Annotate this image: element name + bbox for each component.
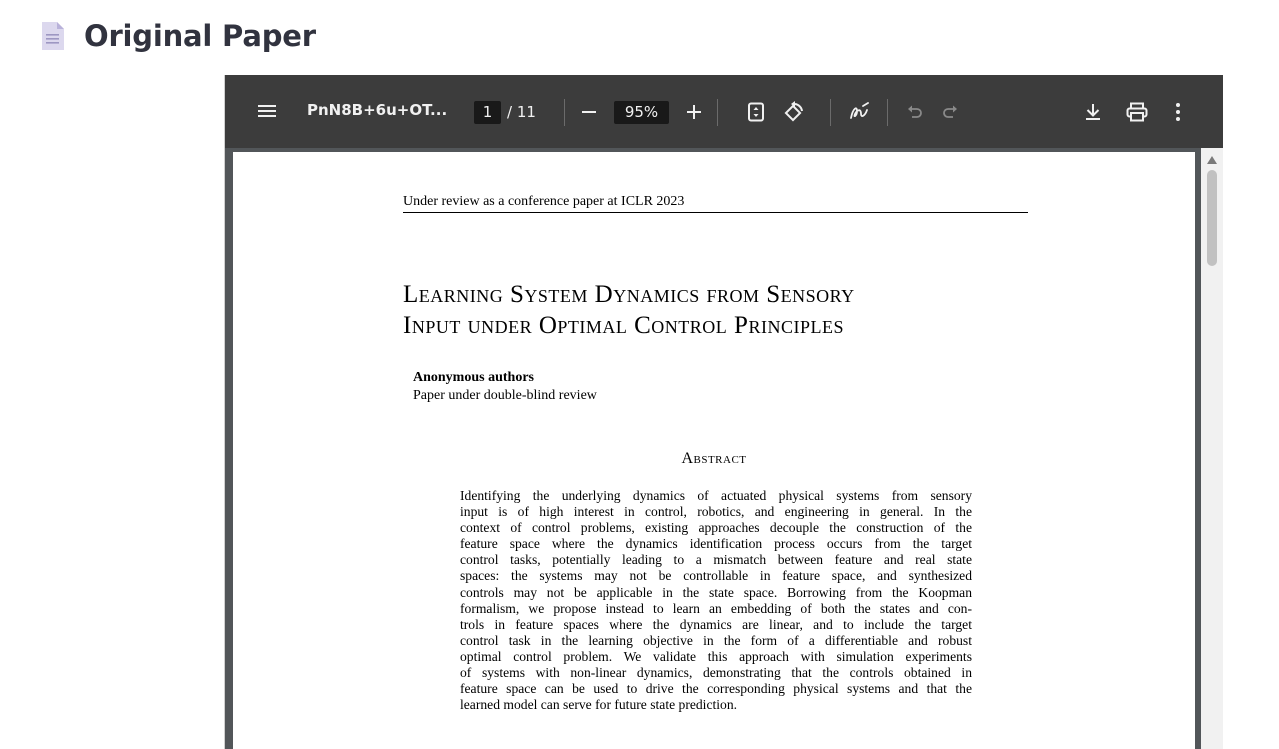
abstract-line: feature space can be used to drive the corresponding physical systems and that the <box>460 681 972 697</box>
page-header <box>40 14 316 58</box>
title-text: Learning System Dynamics from Sensory <box>403 281 855 308</box>
abstract-line: trols in feature spaces where the dynamics are linear, and to include the target <box>460 616 972 632</box>
abstract-line: input is of high interest in control, robotics, and engineering in general. In the <box>460 504 972 520</box>
print-icon[interactable] <box>1126 102 1148 122</box>
redo-icon[interactable] <box>941 104 959 120</box>
toolbar-divider <box>830 99 831 126</box>
more-vertical-icon[interactable] <box>1175 102 1181 122</box>
rotate-icon[interactable] <box>783 101 805 123</box>
running-head: Under review as a conference paper at ICLR 2023 <box>403 194 1028 213</box>
abstract-line: spaces: the systems may not be controllable in feature space, and synthesized <box>460 568 972 584</box>
abstract-heading <box>233 450 1195 468</box>
abstract-heading-text: Abstract <box>681 450 747 467</box>
pdf-canvas[interactable] <box>225 148 1223 749</box>
abstract-line: formalism, we propose instead to learn an embedding of both the states and con- <box>460 600 972 616</box>
document-icon <box>40 21 66 51</box>
vertical-scrollbar[interactable] <box>1201 148 1223 749</box>
toolbar-divider <box>564 99 565 126</box>
abstract-line: of systems with non-linear dynamics, demonstrating that the controls obtained in <box>460 665 972 681</box>
pdf-page <box>233 152 1195 749</box>
page-number-input[interactable]: 1 <box>474 101 501 124</box>
page-total: / 11 <box>507 103 536 121</box>
author-affiliation: Paper under double-blind review <box>413 388 597 403</box>
scrollbar-thumb[interactable] <box>1207 170 1217 266</box>
abstract-line: context of control problems, existing approaches decouple the construction of the <box>460 520 972 536</box>
paper-title-line-1 <box>403 281 855 309</box>
abstract-body <box>460 488 972 713</box>
abstract-line: control task in the learning objective in the form of a differentiable and robust <box>460 632 972 648</box>
plus-icon[interactable] <box>685 103 703 121</box>
draw-icon[interactable] <box>849 102 871 122</box>
abstract-line: Identifying the underlying dynamics of actuated physical systems from sensory <box>460 488 972 503</box>
abstract-line: learned model can serve for future state prediction. <box>460 697 738 713</box>
menu-icon[interactable] <box>257 103 277 119</box>
paper-title-line-2 <box>403 312 844 340</box>
minus-icon[interactable] <box>580 103 598 121</box>
author-name: Anonymous authors <box>413 370 534 385</box>
scroll-up-arrow-icon[interactable] <box>1206 152 1218 170</box>
abstract-line: optimal control problem. We validate this approach with simulation experiments <box>460 648 972 664</box>
zoom-input[interactable]: 95% <box>614 101 669 124</box>
abstract-line: control tasks, potentially leading to a mismatch between feature and real state <box>460 552 972 568</box>
pdf-viewer <box>224 75 1223 749</box>
abstract-line: controls may not be applicable in the state space. Borrowing from the Koopman <box>460 584 972 600</box>
document-title: PnN8B+6u+OT... <box>307 101 448 119</box>
abstract-line: feature space where the dynamics identification process occurs from the target <box>460 536 972 552</box>
toolbar-divider <box>887 99 888 126</box>
fit-page-icon[interactable] <box>747 102 765 122</box>
page-title: Original Paper <box>84 19 316 53</box>
toolbar-divider <box>717 99 718 126</box>
pdf-toolbar <box>225 75 1223 148</box>
undo-icon[interactable] <box>906 104 924 120</box>
download-icon[interactable] <box>1084 102 1102 122</box>
title-text: Input under Optimal Control Principles <box>403 312 844 339</box>
